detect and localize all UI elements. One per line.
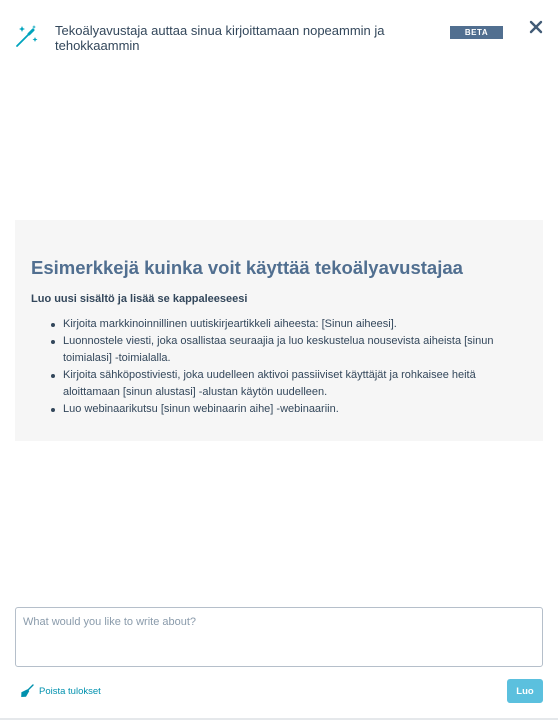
example-item: Kirjoita sähköpostiviesti, joka uudelleen aktivoi passiiviset käyttäjät ja rohkaisee heitä aloittamaan [sinun alustasi] -alustan käytön uudelleen. [63, 367, 533, 401]
assistant-header [0, 0, 558, 60]
broom-icon [20, 684, 34, 698]
beta-badge: BETA [450, 26, 503, 39]
close-icon[interactable] [527, 18, 545, 36]
clear-results-button[interactable] [20, 683, 101, 699]
header-title: Tekoälyavustaja auttaa sinua kirjoittamaan nopeammin ja tehokkaammin [55, 23, 385, 53]
examples-subtitle: Luo uusi sisältö ja lisää se kappaleeseesi [31, 293, 248, 305]
magic-wand-icon [14, 24, 40, 50]
example-item: Luo webinaarikutsu [sinun webinaarin aihe] -webinaariin. [63, 401, 533, 418]
example-item: Luonnostele viesti, joka osallistaa seuraajia ja luo keskustelua nousevista aiheista [sinun toimialasi] -toimialalla. [63, 333, 533, 367]
example-item: Kirjoita markkinoinnillinen uutiskirjeartikkeli aiheesta: [Sinun aiheesi]. [63, 316, 533, 333]
examples-title: Esimerkkejä kuinka voit käyttää tekoälyavustajaa [31, 257, 463, 278]
prompt-input[interactable] [15, 607, 543, 667]
create-button[interactable]: Luo [507, 679, 543, 703]
examples-list [63, 316, 533, 418]
clear-results-label: Poista tulokset [39, 685, 101, 697]
examples-panel [15, 220, 543, 441]
